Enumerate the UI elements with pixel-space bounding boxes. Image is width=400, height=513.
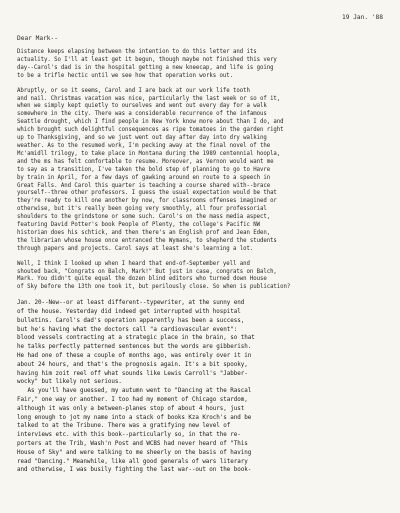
paragraph: Abruptly, or so it seems, Carol and I are back at our work life tooth and nail. Christmas vacation was nice, particularly the last week or so of it, when we simply kept quietly to ourselves and went out every day for a walk somewhere in the city. There was a considerable recurrence of the infamous Seattle drought, which I find people in New York know more about than I do, and which brought such delightful consequences as ripe tomatoes in the garden right up to Thanksgiving, and so we just went out day after day into dry walking weather. As to the resumed work, I'm pecking away at the final novel of the Mc'amidll trilogy, to take place in Montana during the 1989 centennial hoopla, and the ms has felt comfortable to resume. Moreover, as Vernon would want me to say as a transition, I've taken the bold step of planning to go to Havre by train in April, for a few days of gawking around en route to a speech in Great Falls. And Carol this quarter is teaching a course shared with--brace yourself--three other professors. I guess the usual expectation would be that they're ready to kill one another by now, for classrooms offenses imagined or otherwise, but it's really been going very smoothly, all four professorial shoulders to the grindstone or some such. Carol's on the mass media aspect, featuring David Potter's book People of Plenty, the college's Pacific NW historian does his schtick, and then there's an English prof and Jean Eden, the librarian whose house once entranced the Wymans, to shepherd the students through papers and projects. Carol says at least she's learning a lot.: [17, 87, 284, 252]
salutation: Dear Mark--: [17, 35, 58, 42]
paragraph: As you'll have guessed, my autumn went to "Dancing at the Rascal Fair," one way or another. I too had my moment of Chicago stardom, although it was only a between-planes stop of about 4 hours, just long enough to jot my name into a stack of books Kza Kroch's and be talked to at the Tribune. There was a gratifying new level of interviews etc. with this book--particularly so, in that the re- porters at the Trib, Wash'n Post and WCBS had never heard of "This House of Sky" and were talking to me sheerly on the basis of having read "Dancing." Meanwhile, like all good generals of wars literary and otherwise, I was busily fighting the last war--out on the book-: [17, 388, 252, 474]
paragraph: Jan. 20--New--or at least different--typewriter, at the sunny end of the house. Yesterday did indeed get interrupted with hospital bulletins. Carol's dad's operation apparently has been a success, but he's having what the doctors call "a cardiovascular event": blood vessels contracting at a strategic place in the brain, so that he talks perfectly patterned sentences but the words are gibberish. He had one of these a couple of months ago, was entirely over it in about 24 hours, and that's the prognosis again. It's a bit spooky, having him zoit reel off what sounds like Lewis Carroll's "Jabber- wocky" but likely not serious.: [17, 300, 255, 386]
letter-date: 19 Jan. '88: [342, 14, 383, 21]
paragraph: Distance keeps elapsing between the intention to do this letter and its actuality. So I'll at least get it begun, though maybe not finished this very day--Carol's dad is in the hospital getting a new kneecap, and life is going to be a trifle hectic until we see how that operation works out.: [17, 49, 277, 79]
letter-body: [17, 14, 389, 475]
paragraph: Well, I think I looked up when I heard that end-of-September yell and shouted back, "Congrats on Balch, Mark!" But just in case, congrats on Balch, Mark. You didn't quite equal the dozen blind editors who turned down House of Sky before the 13th one took it, but perilously close. So when is publication?: [17, 260, 291, 291]
first-typed-section: [17, 49, 389, 292]
second-typed-section: [17, 299, 389, 475]
